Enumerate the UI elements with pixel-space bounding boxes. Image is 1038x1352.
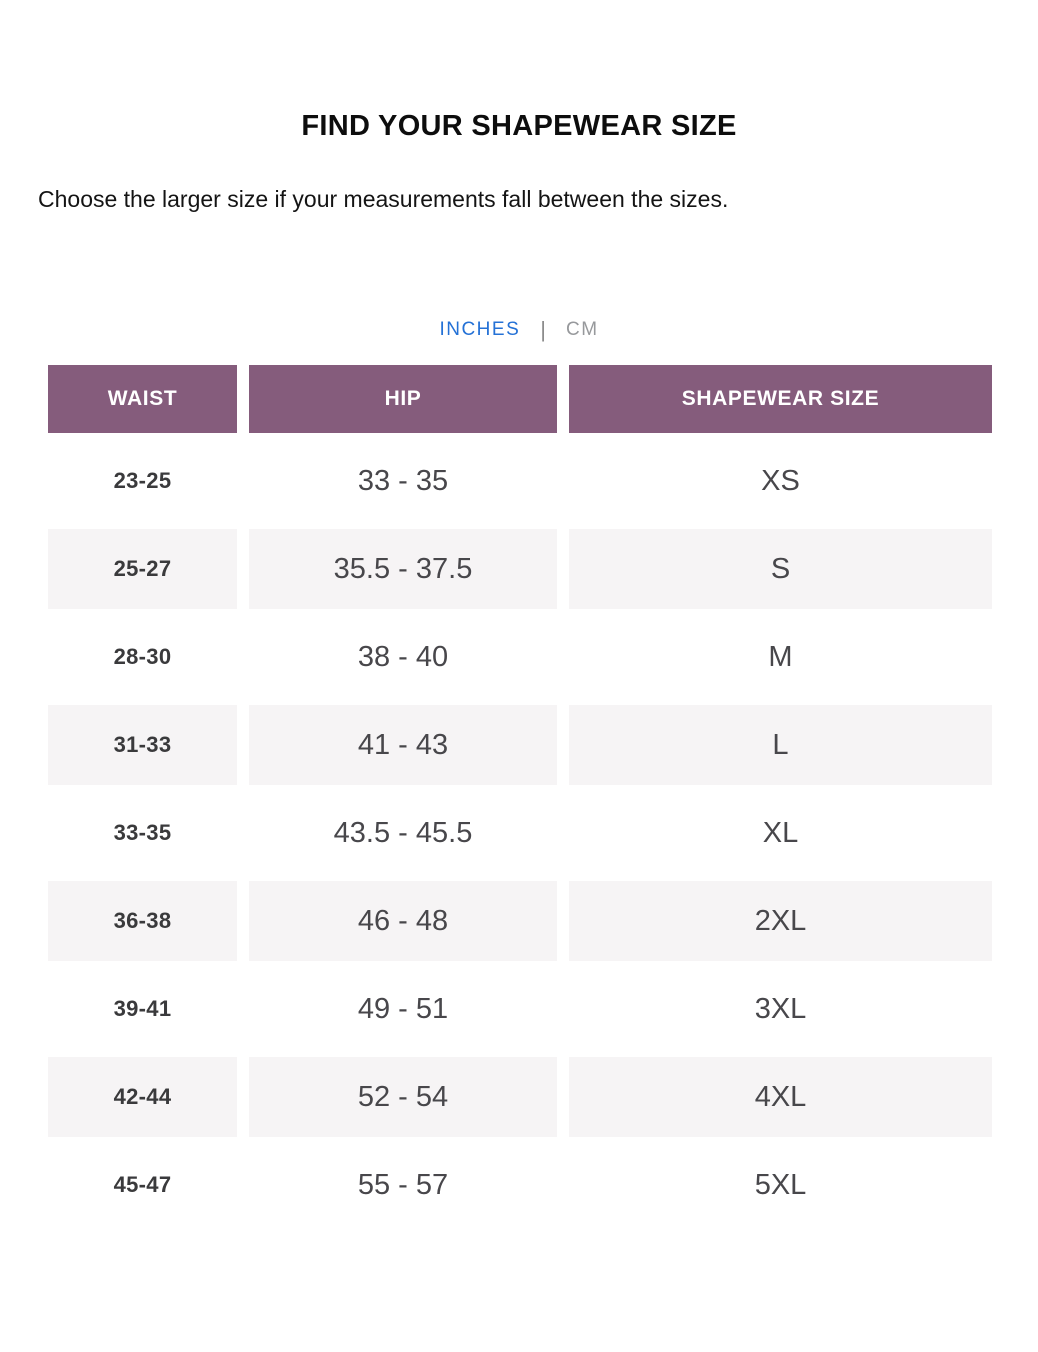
- hip-cell: 41 - 43: [249, 705, 557, 785]
- hip-cell: 49 - 51: [249, 969, 557, 1049]
- unit-tab-cm[interactable]: CM: [565, 319, 599, 340]
- table-row: [48, 969, 992, 1049]
- size-cell: XS: [569, 441, 992, 521]
- size-cell: L: [569, 705, 992, 785]
- table-row: [48, 1057, 992, 1137]
- waist-cell: 25-27: [48, 529, 237, 609]
- waist-cell: 23-25: [48, 441, 237, 521]
- waist-cell: 42-44: [48, 1057, 237, 1137]
- unit-toggle: [0, 316, 1038, 344]
- table-row: [48, 881, 992, 961]
- size-cell: S: [569, 529, 992, 609]
- waist-cell: 33-35: [48, 793, 237, 873]
- size-cell: 5XL: [569, 1145, 992, 1225]
- unit-divider: |: [540, 317, 546, 342]
- size-cell: 2XL: [569, 881, 992, 961]
- size-chart-table: [36, 357, 1004, 1233]
- waist-cell: 31-33: [48, 705, 237, 785]
- table-row: [48, 1145, 992, 1225]
- hip-cell: 35.5 - 37.5: [249, 529, 557, 609]
- table-row: [48, 793, 992, 873]
- size-cell: M: [569, 617, 992, 697]
- page-title: FIND YOUR SHAPEWEAR SIZE: [301, 110, 737, 142]
- size-cell: XL: [569, 793, 992, 873]
- hip-cell: 55 - 57: [249, 1145, 557, 1225]
- waist-cell: 28-30: [48, 617, 237, 697]
- hip-cell: 52 - 54: [249, 1057, 557, 1137]
- table-row: [48, 705, 992, 785]
- table-row: [48, 441, 992, 521]
- hip-cell: 43.5 - 45.5: [249, 793, 557, 873]
- col-header-waist: WAIST: [48, 365, 237, 433]
- waist-cell: 36-38: [48, 881, 237, 961]
- table-row: [48, 617, 992, 697]
- unit-tab-inches[interactable]: INCHES: [439, 319, 521, 340]
- header-row: [48, 365, 992, 433]
- waist-cell: 39-41: [48, 969, 237, 1049]
- waist-cell: 45-47: [48, 1145, 237, 1225]
- size-note: Choose the larger size if your measurements fall between the sizes.: [38, 186, 729, 212]
- size-cell: 4XL: [569, 1057, 992, 1137]
- col-header-hip: HIP: [249, 365, 557, 433]
- col-header-shapewear-size: SHAPEWEAR SIZE: [569, 365, 992, 433]
- size-cell: 3XL: [569, 969, 992, 1049]
- hip-cell: 38 - 40: [249, 617, 557, 697]
- hip-cell: 33 - 35: [249, 441, 557, 521]
- table-row: [48, 529, 992, 609]
- hip-cell: 46 - 48: [249, 881, 557, 961]
